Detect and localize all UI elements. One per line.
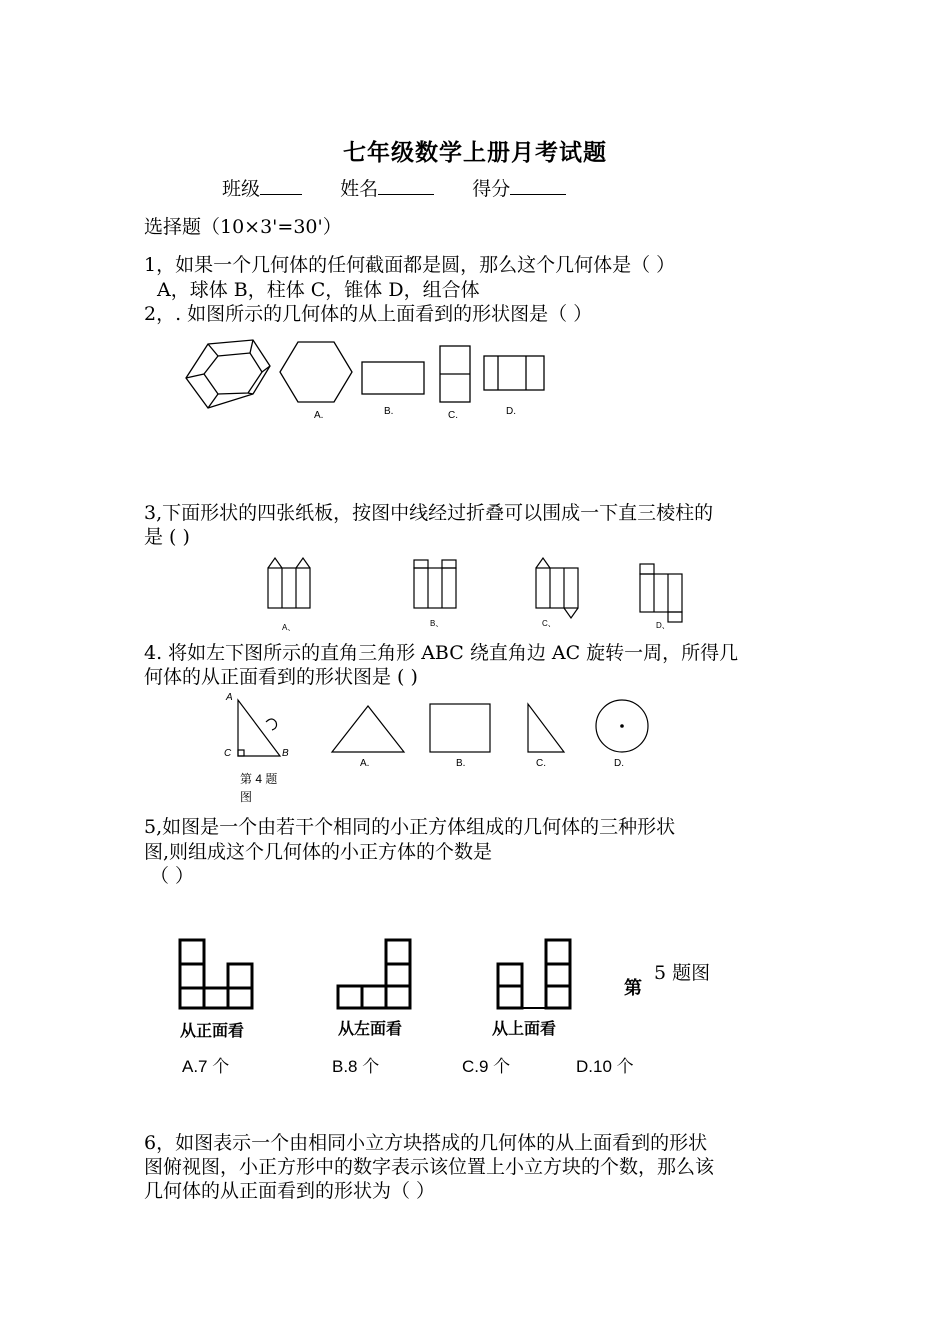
class-label: 班级 bbox=[222, 178, 261, 200]
q5-option-c: C.9 个 bbox=[462, 1057, 511, 1076]
q4-label-a: A. bbox=[360, 758, 370, 769]
name-blank[interactable] bbox=[378, 194, 434, 195]
q5-option-a: A.7 个 bbox=[182, 1057, 230, 1076]
q3-label-a: A、 bbox=[282, 623, 296, 632]
q5-option-b: B.8 个 bbox=[332, 1057, 380, 1076]
q2-label-b: B. bbox=[384, 406, 394, 417]
rotation-arrow-icon bbox=[266, 719, 277, 730]
q3-label-d: D、 bbox=[656, 621, 670, 630]
q3-figure bbox=[258, 552, 698, 634]
q4-figure bbox=[220, 690, 660, 804]
q3-text-line1: 3,下面形状的四张纸板，按图中线经过折叠可以围成一下直三棱柱的 bbox=[144, 502, 714, 524]
q4-vertex-a: A bbox=[226, 692, 233, 703]
q3-label-c: C、 bbox=[542, 619, 556, 628]
q4-vertex-b: B bbox=[282, 748, 289, 759]
page-title: 七年级数学上册月考试题 bbox=[343, 139, 607, 166]
q4-label-d: D. bbox=[614, 758, 624, 769]
section-heading: 选择题（10×3'=30'） bbox=[144, 216, 342, 238]
q5-view-front: 从正面看 bbox=[180, 1021, 245, 1040]
q2-figure bbox=[178, 336, 558, 426]
option-b-rect bbox=[430, 704, 490, 752]
q2-text: 2，. 如图所示的几何体的从上面看到的形状图是（ ） bbox=[144, 303, 593, 325]
q4-vertex-c: C bbox=[224, 748, 232, 759]
q4-text-line1: 4. 将如左下图所示的直角三角形 ABC 绕直角边 AC 旋转一周，所得几 bbox=[144, 642, 739, 664]
score-blank[interactable] bbox=[510, 194, 566, 195]
name-label: 姓名 bbox=[340, 178, 379, 200]
q5-caption-a: 第 bbox=[624, 978, 642, 999]
triangle-abc bbox=[238, 700, 280, 756]
q3-text-line2: 是 ( ) bbox=[144, 526, 190, 548]
option-a-hexagon bbox=[280, 342, 352, 402]
option-a-triangle bbox=[332, 706, 404, 752]
q5-figure bbox=[170, 930, 750, 1076]
q4-label-c: C. bbox=[536, 758, 546, 769]
option-d-rect bbox=[484, 356, 544, 390]
q1-options: A，球体 B，柱体 C，锥体 D，组合体 bbox=[157, 279, 480, 301]
hex-prism-outline bbox=[186, 340, 270, 408]
hex-prism-inner bbox=[204, 353, 262, 394]
q5-view-left: 从左面看 bbox=[338, 1019, 403, 1038]
q4-label-b: B. bbox=[456, 758, 466, 769]
q5-text-line1: 5,如图是一个由若干个相同的小正方体组成的几何体的三种形状 bbox=[144, 816, 676, 838]
q5-text-line2: 图,则组成这个几何体的小正方体的个数是 bbox=[144, 841, 493, 863]
q5-option-d: D.10 个 bbox=[576, 1057, 634, 1076]
option-b-rect bbox=[362, 362, 424, 394]
q2-label-a: A. bbox=[314, 410, 324, 421]
q2-label-d: D. bbox=[506, 406, 516, 417]
q1-text: 1，如果一个几何体的任何截面都是圆，那么这个几何体是（ ） bbox=[144, 254, 676, 276]
header-fields bbox=[222, 174, 566, 201]
q4-caption-line1: 第 4 题 bbox=[240, 772, 278, 786]
q4-caption-line2: 图 bbox=[240, 790, 253, 804]
q5-caption-b: 5 题图 bbox=[654, 962, 711, 984]
q5-view-top: 从上面看 bbox=[492, 1019, 557, 1038]
q6-text-line2: 图俯视图，小正方形中的数字表示该位置上小立方块的个数，那么该 bbox=[144, 1156, 715, 1178]
q6-text-line1: 6，如图表示一个由相同小立方块搭成的几何体的从上面看到的形状 bbox=[144, 1132, 708, 1154]
q2-label-c: C. bbox=[448, 410, 458, 421]
class-blank[interactable] bbox=[260, 194, 302, 195]
score-label: 得分 bbox=[472, 178, 511, 200]
q4-text-line2: 何体的从正面看到的形状图是 ( ) bbox=[144, 666, 418, 688]
q3-label-b: B、 bbox=[430, 619, 444, 628]
q5-text-line3: （ ） bbox=[150, 865, 195, 887]
q6-text-line3: 几何体的从正面看到的形状为（ ） bbox=[144, 1180, 436, 1202]
option-c-triangle bbox=[528, 704, 564, 752]
